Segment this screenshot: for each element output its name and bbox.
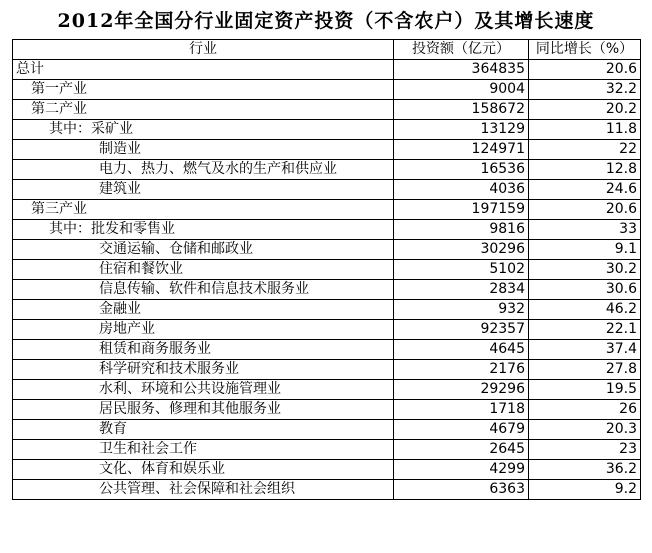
- investment-cell: 124971: [394, 140, 529, 160]
- growth-cell: 30.6: [529, 280, 641, 300]
- table-row: [13, 320, 641, 340]
- investment-cell: 932: [394, 300, 529, 320]
- industry-cell: 金融业: [13, 300, 394, 320]
- table-body: [13, 60, 641, 500]
- investment-cell: 4299: [394, 460, 529, 480]
- table-row: [13, 160, 641, 180]
- investment-cell: 92357: [394, 320, 529, 340]
- industry-cell: 卫生和社会工作: [13, 440, 394, 460]
- investment-cell: 6363: [394, 480, 529, 500]
- industry-cell: 信息传输、软件和信息技术服务业: [13, 280, 394, 300]
- growth-cell: 37.4: [529, 340, 641, 360]
- investment-cell: 4645: [394, 340, 529, 360]
- industry-cell: 房地产业: [13, 320, 394, 340]
- industry-cell: 电力、热力、燃气及水的生产和供应业: [13, 160, 394, 180]
- growth-cell: 9.2: [529, 480, 641, 500]
- investment-cell: 1718: [394, 400, 529, 420]
- investment-cell: 4679: [394, 420, 529, 440]
- growth-cell: 33: [529, 220, 641, 240]
- industry-cell: 居民服务、修理和其他服务业: [13, 400, 394, 420]
- table-title: 2012年全国分行业固定资产投资（不含农户）及其增长速度: [57, 10, 595, 32]
- growth-cell: 23: [529, 440, 641, 460]
- growth-cell: 20.6: [529, 200, 641, 220]
- growth-cell: 27.8: [529, 360, 641, 380]
- growth-cell: 30.2: [529, 260, 641, 280]
- growth-cell: 9.1: [529, 240, 641, 260]
- table-row: [13, 60, 641, 80]
- table-row: [13, 400, 641, 420]
- header-row: [13, 40, 641, 60]
- industry-cell: 文化、体育和娱乐业: [13, 460, 394, 480]
- table-row: [13, 260, 641, 280]
- investment-cell: 5102: [394, 260, 529, 280]
- investment-cell: 2834: [394, 280, 529, 300]
- table-row: [13, 240, 641, 260]
- industry-cell: 科学研究和技术服务业: [13, 360, 394, 380]
- investment-cell: 30296: [394, 240, 529, 260]
- table-row: [13, 380, 641, 400]
- investment-table: [12, 39, 641, 500]
- table-row: [13, 300, 641, 320]
- industry-cell: 第二产业: [13, 100, 394, 120]
- table-row: [13, 220, 641, 240]
- investment-cell: 29296: [394, 380, 529, 400]
- investment-cell: 158672: [394, 100, 529, 120]
- table-row: [13, 280, 641, 300]
- investment-cell: 4036: [394, 180, 529, 200]
- industry-cell: 总计: [13, 60, 394, 80]
- investment-cell: 2645: [394, 440, 529, 460]
- table-row: [13, 440, 641, 460]
- industry-cell: 第一产业: [13, 80, 394, 100]
- industry-cell: 其中：采矿业: [13, 120, 394, 140]
- table-row: [13, 340, 641, 360]
- table-row: [13, 200, 641, 220]
- growth-cell: 36.2: [529, 460, 641, 480]
- industry-cell: 公共管理、社会保障和社会组织: [13, 480, 394, 500]
- growth-cell: 22.1: [529, 320, 641, 340]
- header-investment: 投资额（亿元）: [394, 40, 529, 60]
- investment-cell: 364835: [394, 60, 529, 80]
- table-row: [13, 80, 641, 100]
- header-growth: 同比增长（%）: [529, 40, 641, 60]
- investment-cell: 9816: [394, 220, 529, 240]
- growth-cell: 20.2: [529, 100, 641, 120]
- growth-cell: 22: [529, 140, 641, 160]
- header-industry: 行业: [13, 40, 394, 60]
- table-row: [13, 120, 641, 140]
- growth-cell: 20.6: [529, 60, 641, 80]
- industry-cell: 教育: [13, 420, 394, 440]
- table-row: [13, 480, 641, 500]
- investment-cell: 197159: [394, 200, 529, 220]
- table-row: [13, 100, 641, 120]
- industry-cell: 租赁和商务服务业: [13, 340, 394, 360]
- table-row: [13, 460, 641, 480]
- growth-cell: 26: [529, 400, 641, 420]
- growth-cell: 20.3: [529, 420, 641, 440]
- industry-cell: 交通运输、仓储和邮政业: [13, 240, 394, 260]
- industry-cell: 水利、环境和公共设施管理业: [13, 380, 394, 400]
- industry-cell: 建筑业: [13, 180, 394, 200]
- investment-cell: 9004: [394, 80, 529, 100]
- table-row: [13, 420, 641, 440]
- investment-cell: 16536: [394, 160, 529, 180]
- investment-cell: 2176: [394, 360, 529, 380]
- growth-cell: 12.8: [529, 160, 641, 180]
- growth-cell: 19.5: [529, 380, 641, 400]
- industry-cell: 住宿和餐饮业: [13, 260, 394, 280]
- growth-cell: 32.2: [529, 80, 641, 100]
- growth-cell: 46.2: [529, 300, 641, 320]
- growth-cell: 11.8: [529, 120, 641, 140]
- table-row: [13, 180, 641, 200]
- table-row: [13, 140, 641, 160]
- industry-cell: 制造业: [13, 140, 394, 160]
- table-row: [13, 360, 641, 380]
- industry-cell: 其中：批发和零售业: [13, 220, 394, 240]
- investment-cell: 13129: [394, 120, 529, 140]
- growth-cell: 24.6: [529, 180, 641, 200]
- industry-cell: 第三产业: [13, 200, 394, 220]
